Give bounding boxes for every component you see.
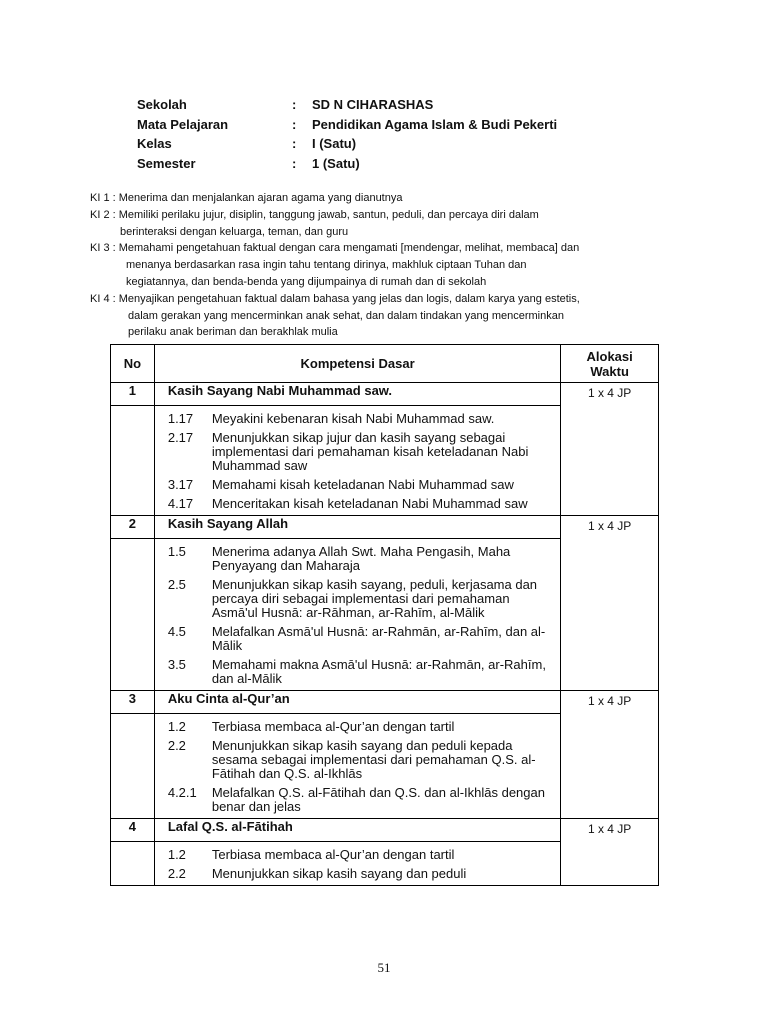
info-label: Semester — [137, 155, 196, 171]
header-alokasi-line: Alokasi — [586, 348, 633, 364]
kd-code: 4.2.1 — [167, 785, 197, 800]
info-row-school — [137, 95, 697, 115]
ki-4 — [90, 291, 670, 341]
competency-table — [110, 344, 659, 886]
section-title: Kasih Sayang Allah — [154, 516, 560, 539]
section-title: Kasih Sayang Nabi Muhammad saw. — [154, 383, 560, 406]
list-item — [168, 848, 560, 862]
kd-code: 4.5 — [167, 624, 186, 639]
kd-text: Menunjukkan sikap jujur dan kasih sayang sebagai implementasi dari pemahaman kisah keteladanan Nabi Muhammad saw — [211, 430, 529, 473]
list-item — [168, 720, 560, 734]
page-number: 51 — [377, 960, 391, 975]
header-no: No — [111, 345, 155, 383]
ki-line: KI 3 : Memahami pengetahuan faktual dengan cara mengamati [mendengar, melihat, membaca] dan — [90, 242, 580, 255]
table-row-section — [111, 819, 659, 842]
info-row-class — [137, 134, 697, 154]
time-allocation: 1 x 4 JP — [561, 383, 659, 516]
kd-text: Menunjukkan sikap kasih sayang, peduli, kerjasama dan percaya diri sebagai implementasi dari pemahaman Asmā'ul Husnā: ar-Rāhman, ar-Rahīm, al-Mālik — [211, 577, 538, 620]
list-item — [168, 625, 560, 653]
competency-list — [154, 539, 560, 691]
kd-code: 1.2 — [167, 847, 186, 862]
ki-line: KI 4 : Menyajikan pengetahuan faktual dalam bahasa yang jelas dan logis, dalam karya yang estetis, — [90, 292, 580, 305]
competency-list — [154, 842, 560, 886]
ki-3 — [90, 240, 670, 290]
kd-text: Memahami makna Asmā'ul Husnā: ar-Rahmān, ar-Rahīm, dan al-Mālik — [211, 657, 546, 686]
kd-code: 2.2 — [167, 866, 186, 881]
kd-text: Melafalkan Asmā'ul Husnā: ar-Rahmān, ar-Rahīm, dan al-Mālik — [211, 624, 546, 653]
empty-cell — [111, 842, 155, 886]
info-value: I (Satu) — [312, 136, 357, 152]
kd-code: 2.2 — [167, 738, 186, 753]
empty-cell — [111, 714, 155, 819]
kd-text: Melafalkan Q.S. al-Fātihah dan Q.S. dan al-Ikhlās dengan benar dan jelas — [211, 785, 545, 814]
kd-text: Menunjukkan sikap kasih sayang dan peduli — [211, 866, 467, 881]
table-row-section — [111, 383, 659, 406]
core-competencies — [90, 190, 670, 341]
list-item — [168, 867, 560, 881]
kd-code: 3.17 — [167, 477, 194, 492]
ki-line: menanya berdasarkan rasa ingin tahu tentang dirinya, makhluk ciptaan Tuhan dan — [126, 259, 527, 272]
list-item — [168, 431, 560, 473]
ki-line: KI 1 : Menerima dan menjalankan ajaran agama yang dianutnya — [90, 192, 403, 204]
info-colon: : — [292, 155, 297, 171]
list-item — [168, 478, 560, 492]
kd-code: 1.5 — [167, 544, 186, 559]
kd-text: Terbiasa membaca al-Qur’an dengan tartil — [211, 719, 455, 734]
header-alokasi-waktu — [561, 345, 659, 383]
list-item — [168, 658, 560, 686]
list-item — [168, 786, 560, 814]
ki-line: berinteraksi dengan keluarga, teman, dan guru — [120, 225, 349, 238]
kd-text: Menceritakan kisah keteladanan Nabi Muhammad saw — [211, 496, 528, 511]
document-info — [137, 95, 697, 173]
empty-cell — [111, 539, 155, 691]
section-title: Aku Cinta al-Qur’an — [154, 691, 560, 714]
info-row-semester — [137, 154, 697, 174]
kd-text: Menunjukkan sikap kasih sayang dan peduli kepada sesama sebagai implementasi dari pemahaman Q.S. al-Fātihah dan Q.S. al-Ikhlās — [211, 738, 536, 781]
info-value: 1 (Satu) — [312, 155, 360, 171]
empty-cell — [111, 406, 155, 516]
ki-1 — [90, 190, 670, 207]
kd-text: Meyakini kebenaran kisah Nabi Muhammad saw. — [211, 411, 495, 426]
section-number: 3 — [111, 691, 155, 714]
kd-text: Memahami kisah keteladanan Nabi Muhammad saw — [211, 477, 514, 492]
section-number: 2 — [111, 516, 155, 539]
list-item — [168, 545, 560, 573]
kd-text: Menerima adanya Allah Swt. Maha Pengasih, Maha Penyayang dan Maharaja — [211, 544, 511, 573]
info-colon: : — [292, 97, 297, 113]
table-header-row — [111, 345, 659, 383]
kd-code: 4.17 — [167, 496, 194, 511]
ki-line: kegiatannya, dan benda-benda yang dijumpainya di rumah dan di sekolah — [126, 275, 487, 288]
ki-line: dalam gerakan yang mencerminkan anak sehat, dan dalam tindakan yang mencerminkan — [128, 309, 564, 322]
time-allocation: 1 x 4 JP — [561, 819, 659, 886]
info-colon: : — [292, 116, 297, 132]
ki-line: perilaku anak beriman dan berakhlak mulia — [128, 326, 338, 339]
kd-code: 2.5 — [167, 577, 186, 592]
section-number: 1 — [111, 383, 155, 406]
table-row-section — [111, 691, 659, 714]
kd-code: 1.2 — [167, 719, 186, 734]
list-item — [168, 578, 560, 620]
header-kompetensi-dasar: Kompetensi Dasar — [154, 345, 560, 383]
info-value: Pendidikan Agama Islam & Budi Pekerti — [312, 116, 558, 132]
time-allocation: 1 x 4 JP — [561, 516, 659, 691]
info-label: Kelas — [137, 136, 172, 152]
info-label: Mata Pelajaran — [137, 116, 229, 132]
table-row-section — [111, 516, 659, 539]
kd-text: Terbiasa membaca al-Qur’an dengan tartil — [211, 847, 455, 862]
competency-list — [154, 406, 560, 516]
header-waktu-line: Waktu — [590, 363, 629, 379]
ki-line: KI 2 : Memiliki perilaku jujur, disiplin, tanggung jawab, santun, peduli, dan percaya diri dalam — [90, 208, 539, 221]
list-item — [168, 497, 560, 511]
kd-code: 2.17 — [167, 430, 194, 445]
time-allocation: 1 x 4 JP — [561, 691, 659, 819]
ki-2 — [90, 207, 670, 241]
kd-code: 1.17 — [167, 411, 194, 426]
section-number: 4 — [111, 819, 155, 842]
list-item — [168, 739, 560, 781]
competency-list — [154, 714, 560, 819]
info-row-subject — [137, 115, 697, 135]
info-colon: : — [292, 136, 297, 152]
info-label: Sekolah — [137, 97, 187, 113]
info-value: SD N CIHARASHAS — [312, 97, 434, 113]
list-item — [168, 412, 560, 426]
kd-code: 3.5 — [167, 657, 186, 672]
section-title: Lafal Q.S. al-Fātihah — [154, 819, 560, 842]
